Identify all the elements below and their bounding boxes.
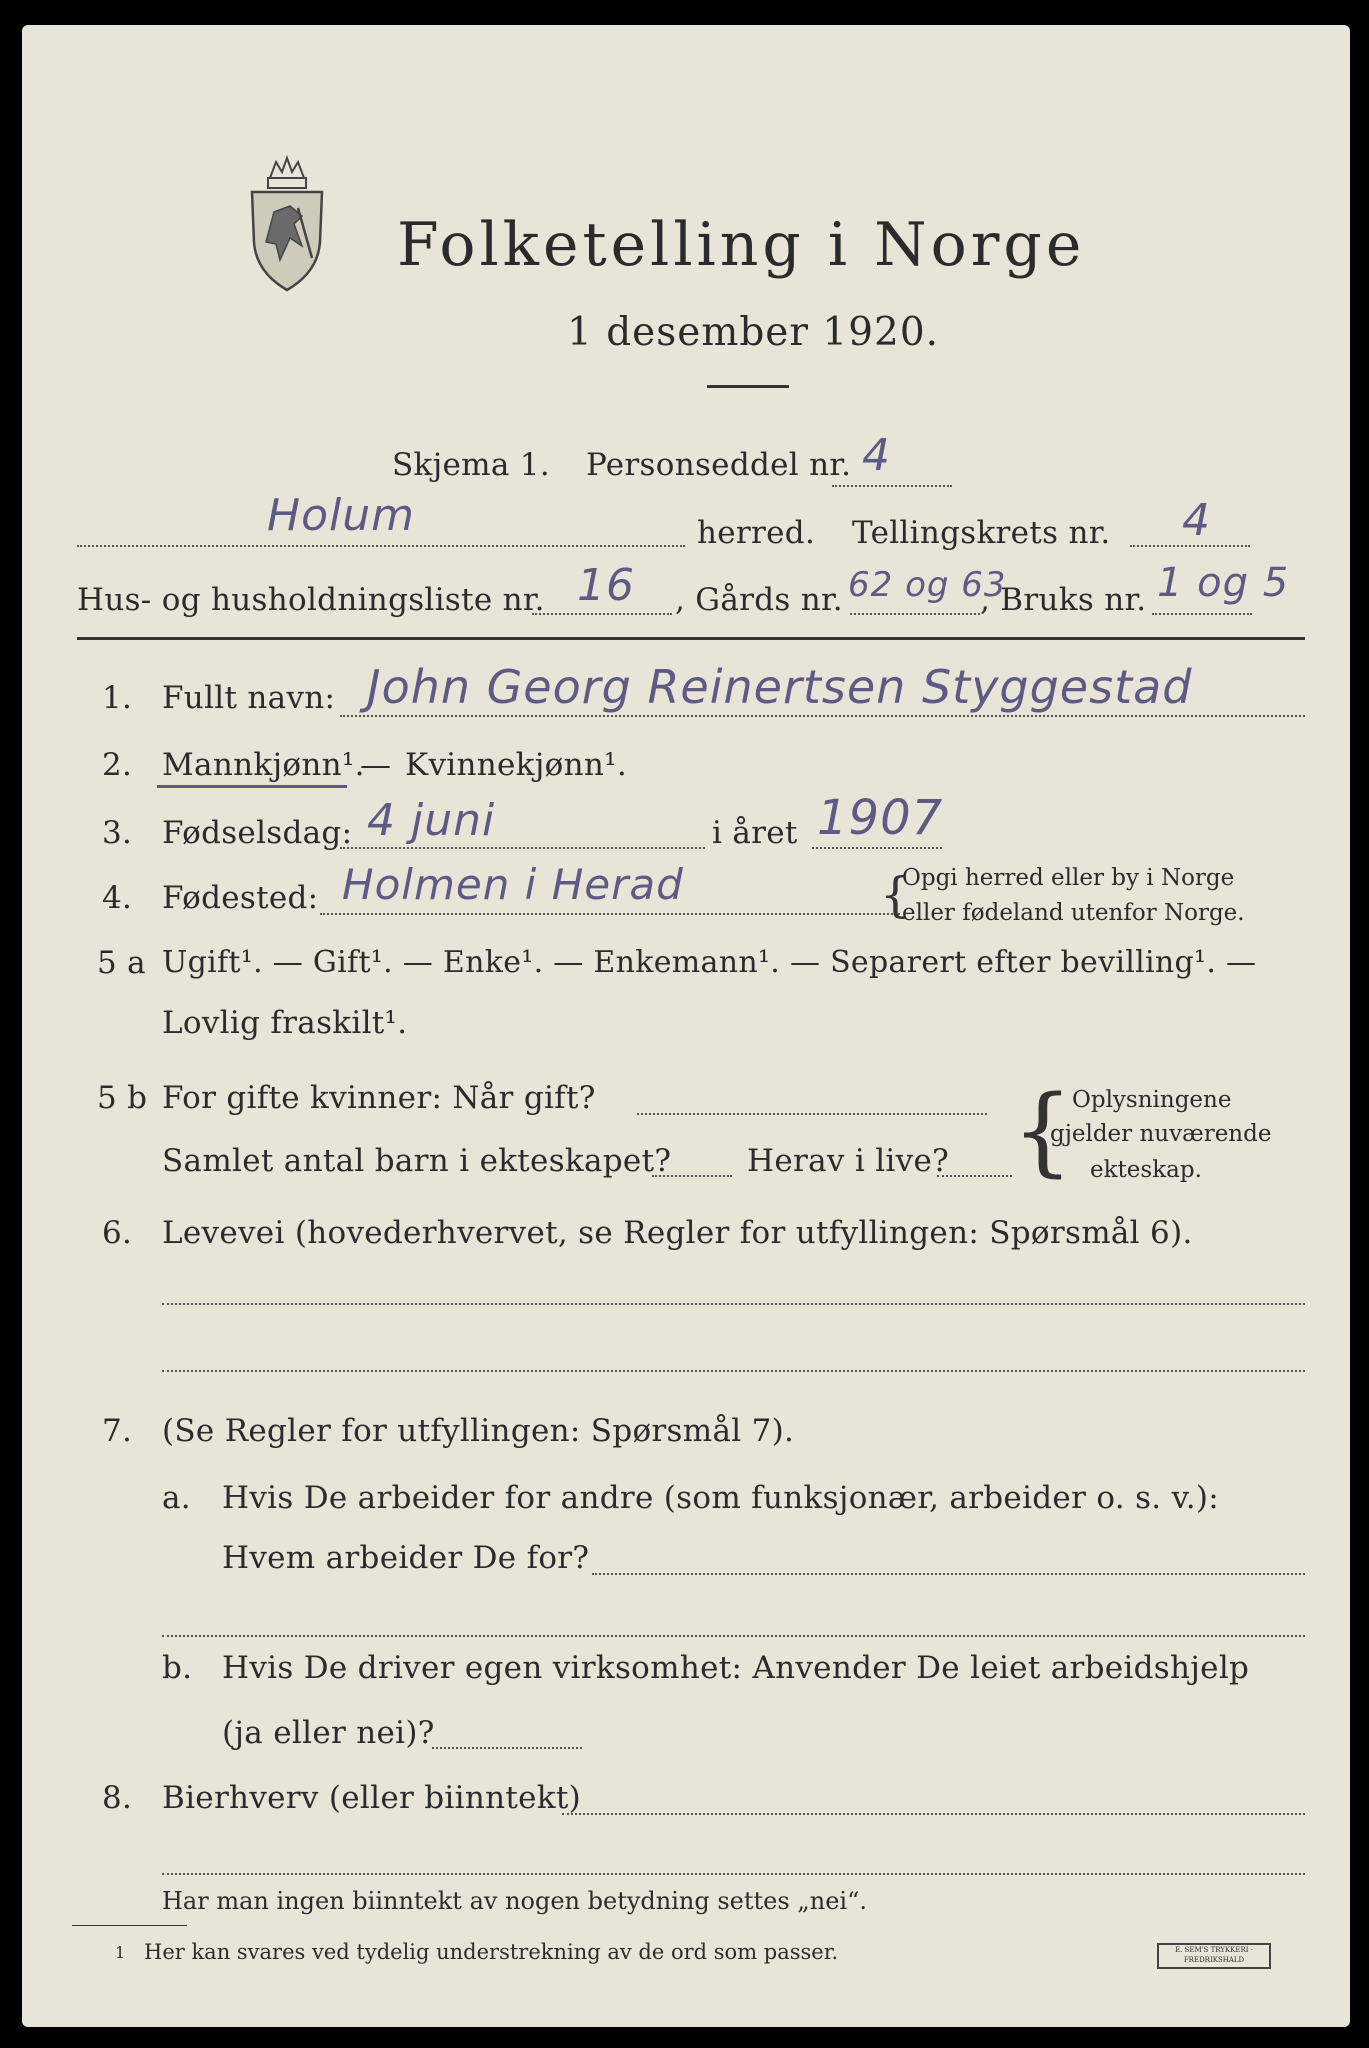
bruks-value: 1 og 5 bbox=[1157, 560, 1290, 606]
q5b-brace: { bbox=[1012, 1075, 1074, 1187]
husliste-field bbox=[532, 613, 672, 615]
footnote-mark: 1 bbox=[115, 1943, 126, 1962]
herred-field bbox=[77, 545, 685, 547]
q5b-number: 5 b bbox=[97, 1080, 148, 1116]
q5a-options: Ugift¹. — Gift¹. — Enke¹. — Enkemann¹. — Separert efter bevilling¹. — bbox=[162, 945, 1257, 980]
occupation-field-line2 bbox=[162, 1370, 1305, 1372]
full-name-value: John Georg Reinertsen Styggestad bbox=[367, 660, 1193, 714]
census-date: 1 desember 1920. bbox=[567, 310, 940, 355]
birthplace-field bbox=[320, 913, 900, 915]
footnote-text: Her kan svares ved tydelig understrekning av de ord som passer. bbox=[144, 1940, 839, 1964]
side-income-field-line2 bbox=[162, 1873, 1305, 1875]
q5b-note-line1: Oplysningene bbox=[1072, 1087, 1232, 1113]
q8-label: Bierhverv (eller biinntekt) bbox=[162, 1780, 582, 1816]
q6-number: 6. bbox=[102, 1215, 133, 1251]
gards-label: , Gårds nr. bbox=[675, 582, 843, 618]
q4-note-line2: eller fødeland utenfor Norge. bbox=[902, 900, 1245, 926]
q7a-letter: a. bbox=[162, 1480, 191, 1516]
q5b-children-label: Samlet antal barn i ekteskapet? bbox=[162, 1143, 672, 1179]
q2-number: 2. bbox=[102, 747, 133, 783]
q8-note: Har man ingen biinntekt av nogen betydning settes „nei“. bbox=[162, 1887, 867, 1915]
q1-label: Fullt navn: bbox=[162, 680, 336, 716]
q7-label: (Se Regler for utfyllingen: Spørsmål 7). bbox=[162, 1413, 795, 1449]
personseddel-label: Personseddel nr. bbox=[586, 447, 852, 483]
married-date-field bbox=[637, 1113, 987, 1115]
male-underline bbox=[157, 785, 347, 788]
full-name-field bbox=[340, 715, 1305, 717]
gards-field bbox=[850, 613, 980, 615]
q5b-alive-label: Herav i live? bbox=[747, 1143, 950, 1179]
q4-number: 4. bbox=[102, 880, 133, 916]
bruks-label: , Bruks nr. bbox=[980, 582, 1147, 618]
census-form-sheet bbox=[22, 25, 1350, 2027]
children-alive-field bbox=[937, 1175, 1012, 1177]
printer-stamp: E. SEM'S TRYKKERI · FREDRIKSHALD bbox=[1157, 1943, 1271, 1969]
q8-number: 8. bbox=[102, 1780, 133, 1816]
birthplace-value: Holmen i Herad bbox=[342, 860, 684, 909]
skjema-label: Skjema 1. bbox=[392, 447, 550, 483]
birth-year-field bbox=[812, 847, 942, 849]
bruks-field bbox=[1152, 613, 1252, 615]
q7b-label: Hvis De driver egen virksomhet: Anvender De leiet arbeidshjelp bbox=[222, 1650, 1250, 1686]
husliste-value: 16 bbox=[577, 560, 635, 611]
employer-field bbox=[592, 1573, 1305, 1575]
q7a-label: Hvis De arbeider for andre (som funksjonær, arbeider o. s. v.): bbox=[222, 1480, 1220, 1516]
q2-female-option: Kvinnekjønn¹. bbox=[405, 747, 628, 783]
q7b-letter: b. bbox=[162, 1650, 193, 1686]
form-title: Folketelling i Norge bbox=[397, 210, 1086, 280]
q1-number: 1. bbox=[102, 680, 133, 716]
q4-label: Fødested: bbox=[162, 880, 319, 916]
q3-label: Fødselsdag: bbox=[162, 815, 353, 851]
children-count-field bbox=[652, 1175, 732, 1177]
q5a-options-cont: Lovlig fraskilt¹. bbox=[162, 1005, 408, 1041]
herred-label: herred. bbox=[697, 515, 816, 551]
husliste-label: Hus- og husholdningsliste nr. bbox=[77, 582, 545, 618]
personseddel-field bbox=[832, 485, 952, 487]
q4-brace: { bbox=[880, 867, 911, 923]
personseddel-value: 4 bbox=[862, 430, 891, 481]
q4-note-line1: Opgi herred eller by i Norge bbox=[902, 865, 1235, 891]
birthday-value: 4 juni bbox=[367, 795, 496, 846]
q7-number: 7. bbox=[102, 1413, 133, 1449]
tellingskrets-value: 4 bbox=[1182, 495, 1211, 546]
employer-field-line2 bbox=[162, 1635, 1305, 1637]
hired-help-field bbox=[432, 1747, 582, 1749]
tellingskrets-label: Tellingskrets nr. bbox=[852, 515, 1111, 551]
q5b-label: For gifte kvinner: Når gift? bbox=[162, 1080, 596, 1116]
birthday-field bbox=[340, 847, 705, 849]
q7a-employer-label: Hvem arbeider De for? bbox=[222, 1540, 590, 1576]
occupation-field-line1 bbox=[162, 1303, 1305, 1305]
q3-year-label: i året bbox=[712, 815, 798, 851]
title-divider bbox=[707, 385, 789, 388]
q5b-note-line3: ekteskap. bbox=[1090, 1157, 1202, 1183]
q6-label: Levevei (hovederhvervet, se Regler for utfyllingen: Spørsmål 6). bbox=[162, 1215, 1193, 1251]
side-income-field bbox=[562, 1813, 1305, 1815]
q2-separator: — bbox=[360, 747, 392, 783]
gards-value: 62 og 63 bbox=[848, 565, 1007, 605]
q7b-answer-label: (ja eller nei)? bbox=[222, 1715, 435, 1751]
birth-year-value: 1907 bbox=[817, 790, 944, 846]
q2-male-option: Mannkjønn¹. bbox=[162, 747, 365, 783]
footnote-rule bbox=[72, 1925, 187, 1926]
q3-number: 3. bbox=[102, 815, 133, 851]
coat-of-arms-icon bbox=[232, 150, 342, 295]
q5a-number: 5 a bbox=[97, 945, 146, 981]
q5b-note-line2: gjelder nuværende bbox=[1050, 1121, 1272, 1147]
herred-value: Holum bbox=[267, 490, 415, 541]
header-rule bbox=[77, 637, 1305, 640]
